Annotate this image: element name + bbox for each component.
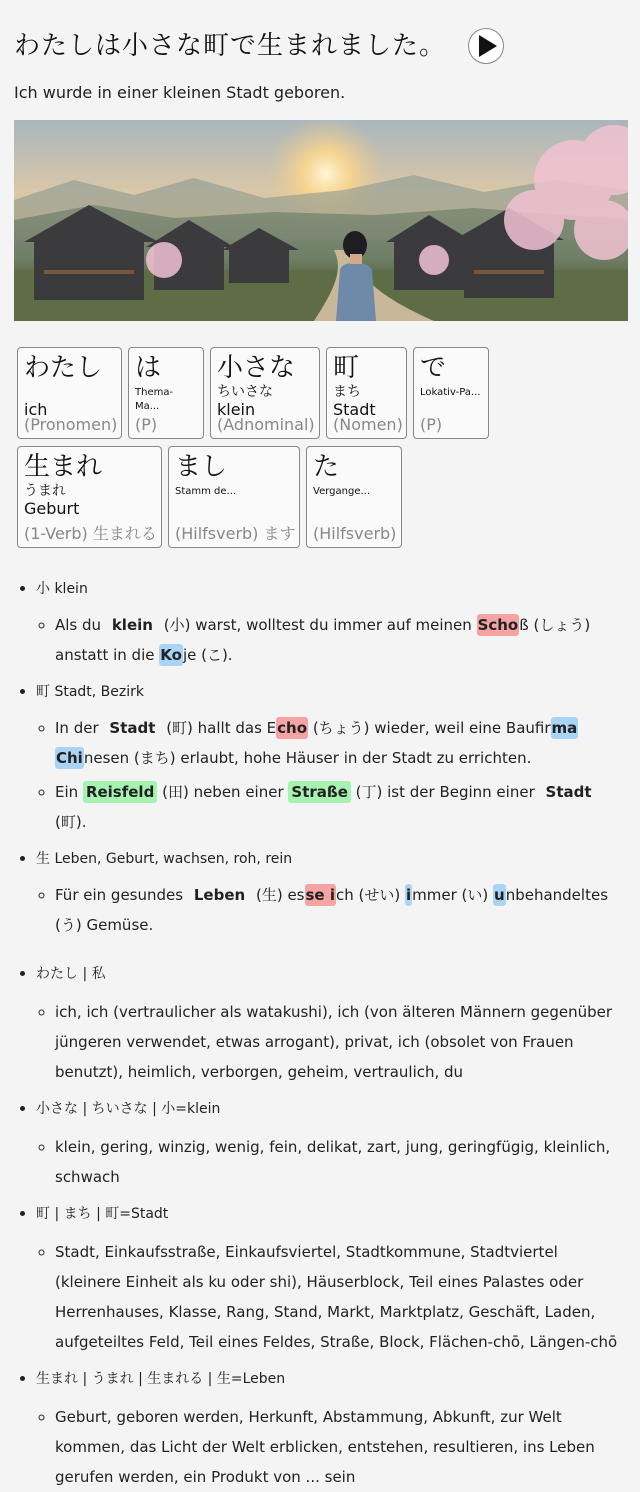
vocab-heading: 小さな | ちいさな | 小=klein (36, 1101, 221, 1117)
scene-image (14, 120, 628, 321)
text: (う) Gemüse. (55, 916, 154, 934)
kanji-item (36, 847, 626, 940)
text: (小) warst, wolltest du immer auf meinen (163, 616, 472, 634)
reading-highlight: i (405, 886, 412, 904)
vocab-item (36, 1367, 626, 1492)
card-part-of-speech: (Nomen) (333, 415, 403, 434)
kanji-heading: 生 Leben, Geburt, wachsen, roh, rein (36, 851, 293, 867)
keyword: Stadt (109, 719, 156, 737)
reading-highlight: ma (551, 719, 578, 737)
card-part-of-speech: (1-Verb) 生まれる (24, 524, 157, 543)
mnemonic (55, 777, 626, 837)
card-part-of-speech: (Hilfsverb) (313, 524, 397, 543)
text: nbehandeltes (505, 886, 609, 904)
vocab-item (36, 1097, 626, 1192)
mnemonic (55, 610, 626, 670)
card-gloss: ich (24, 400, 48, 419)
card-note: Thema-Ma... (135, 387, 174, 412)
text: (ちょう) wieder, weil eine Baufir (312, 719, 551, 737)
text: mmer (い) (412, 886, 489, 904)
vocabulary-list (14, 962, 626, 1492)
vocab-heading: 生まれ | うまれ | 生まれる | 生=Leben (36, 1371, 286, 1387)
kanji-heading: 小 klein (36, 581, 88, 597)
card-note: Vergange... (313, 486, 371, 497)
reading-highlight: Chi (56, 749, 83, 767)
mnemonic (55, 880, 626, 940)
sentence-translation: Ich wurde in einer kleinen Stadt geboren. (14, 83, 346, 102)
card-part-of-speech: (Adnominal) (217, 415, 315, 434)
card-gloss: klein (217, 400, 256, 419)
vocab-item (36, 1202, 626, 1357)
card-japanese: 生まれ (24, 452, 103, 482)
text: (田) neben einer (162, 783, 284, 801)
text: (町) hallt das E (166, 719, 277, 737)
kanji-mnemonics (14, 577, 626, 940)
vocab-definition: ◦ klein, gering, winzig, wenig, fein, delikat, zart, jung, geringfügig, kleinlich, schwach (55, 1132, 626, 1192)
vocab-definition: ◦ Geburt, geboren werden, Herkunft, Abstammung, Abkunft, zur Welt kommen, das Licht der Welt erblicken, entstehen, resultieren, ins Leben gerufen werden, ein Produkt von ... sein (55, 1402, 626, 1492)
kanji-heading: 町 Stadt, Bezirk (36, 684, 145, 700)
card-gloss: Stadt (333, 400, 376, 419)
mnemonic (55, 713, 626, 773)
keyword: Leben (193, 886, 246, 904)
word-card-mashi[interactable] (168, 446, 300, 548)
text: anstatt in die (55, 646, 155, 664)
vocab-definition: ◦ Stadt, Einkaufsstraße, Einkaufsviertel, Stadtkommune, Stadtviertel (kleinere Einheit als ku oder shi), Häuserblock, Teil eines Palastes oder Herrenhauses, Klasse, Rang, Stand, Markt, Marktplatz, Geschäft, Laden, aufgeteiltes Feld, Teil eines Feldes, Straße, Block, Flächen-chō, Längen-chō (55, 1237, 626, 1357)
text: (町). (55, 813, 87, 831)
word-cards (17, 347, 626, 555)
text: (丁) ist der Beginn einer (355, 783, 535, 801)
card-part-of-speech: (P) (135, 415, 158, 434)
reading-highlight: u (494, 886, 505, 904)
text: ß (しょう) (519, 616, 591, 634)
card-japanese: た (313, 452, 340, 482)
reading-highlight: cho (277, 719, 308, 737)
text: (生) es (255, 886, 305, 904)
text: In der (55, 719, 99, 737)
word-card-machi[interactable] (326, 347, 407, 439)
play-icon (479, 35, 497, 57)
word-card-umare[interactable] (17, 446, 162, 548)
sentence-header (14, 0, 626, 68)
component-highlight: Straße (288, 781, 350, 803)
card-part-of-speech: (Hilfsverb) ます (175, 524, 296, 543)
word-card-ta[interactable] (306, 446, 402, 548)
card-reading: まち (333, 384, 361, 400)
text: ch (せい) (335, 886, 401, 904)
reading-highlight: Ko (160, 646, 182, 664)
card-note: Lokativ-Pa... (420, 387, 481, 398)
word-card-wa[interactable] (128, 347, 204, 439)
reading-highlight: se i (305, 886, 335, 904)
vocab-item (36, 962, 626, 1087)
card-japanese: 町 (333, 353, 360, 383)
card-reading: うまれ (24, 483, 66, 499)
card-reading: ちいさな (217, 384, 273, 400)
text: Als du (55, 616, 102, 634)
vocab-heading: 町 | まち | 町=Stadt (36, 1206, 169, 1222)
card-japanese: で (420, 353, 447, 383)
word-card-chiisana[interactable] (210, 347, 320, 439)
play-button[interactable] (468, 28, 504, 64)
kanji-item (36, 680, 626, 837)
sentence-title: わたしは小さな町で生まれました。 (14, 30, 447, 61)
vocab-heading: わたし | 私 (36, 966, 106, 982)
text: Für ein gesundes (55, 886, 184, 904)
keyword: Stadt (545, 783, 592, 801)
word-card-watashi[interactable] (17, 347, 122, 439)
card-gloss: Geburt (24, 499, 80, 518)
card-japanese: は (135, 353, 162, 383)
word-card-de[interactable] (413, 347, 489, 439)
card-part-of-speech: (Pronomen) (24, 415, 118, 434)
card-reading (24, 384, 115, 400)
card-part-of-speech: (P) (420, 415, 443, 434)
text: Ein (55, 783, 79, 801)
text: je (こ). (182, 646, 233, 664)
vocab-definition: ◦ ich, ich (vertraulicher als watakushi), ich (von älteren Männern gegenüber jüngeren verwendet, etwas arrogant), privat, ich (obsolet von Frauen benutzt), heimlich, verborgen, geheim, vertraulich, du (55, 997, 626, 1087)
card-note: Stamm de... (175, 486, 237, 497)
text: nesen (まち) erlaubt, hohe Häuser in der Stadt zu errichten. (83, 749, 532, 767)
card-japanese: わたし (24, 353, 103, 383)
card-japanese: 小さな (217, 353, 296, 383)
kanji-item (36, 577, 626, 670)
reading-highlight: Scho (477, 616, 519, 634)
card-japanese: まし (175, 452, 228, 482)
keyword: klein (111, 616, 153, 634)
component-highlight: Reisfeld (83, 781, 157, 803)
